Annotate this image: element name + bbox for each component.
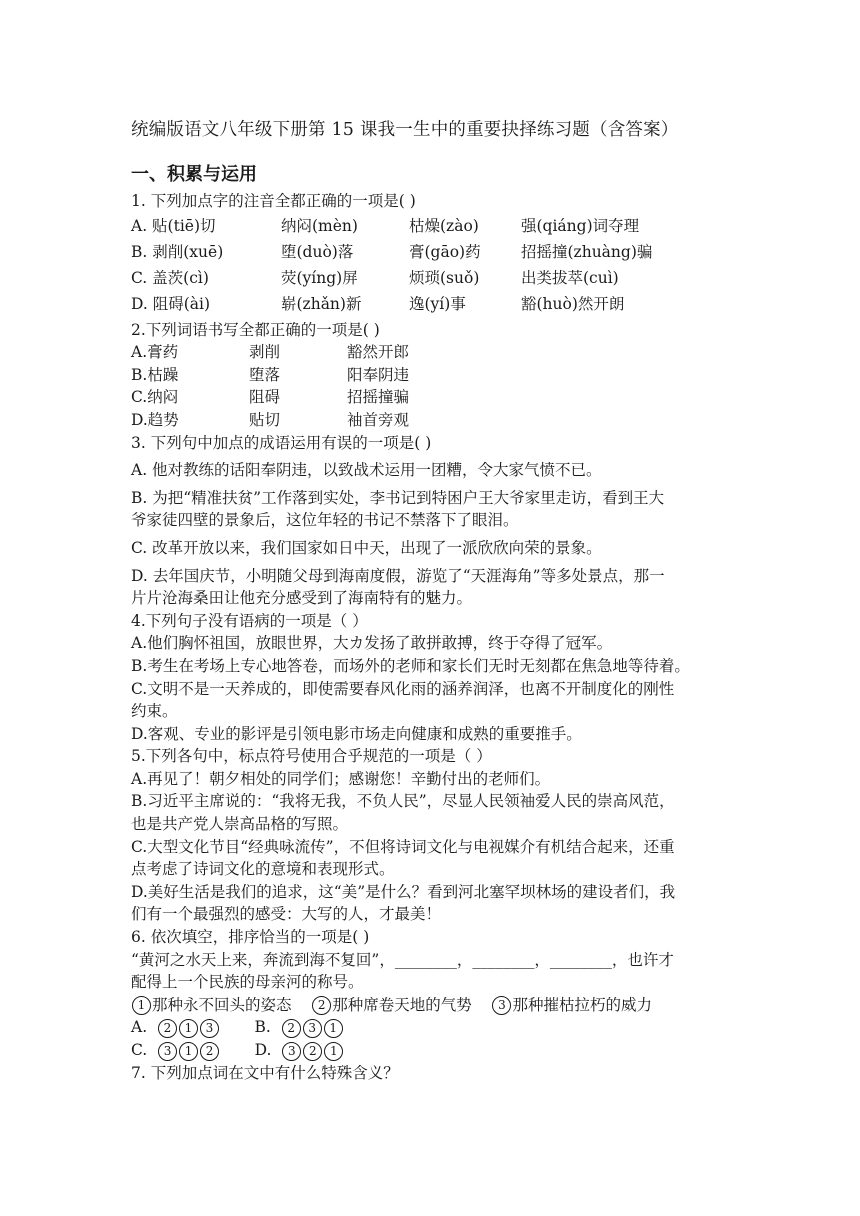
q5-option-d-line1: D.美好生活是我们的追求，这“美”是什么？看到河北塞罕坝林场的建设者们，我: [131, 882, 676, 901]
q1-option-row: [131, 267, 736, 289]
q6-answer-label: B.: [254, 1018, 271, 1037]
q2-option-cell: 招摇撞骗: [347, 388, 410, 407]
q2-option-row: [131, 364, 736, 387]
circled-numeral: 3: [200, 1019, 219, 1038]
q6-phrase-1: 那种永不回头的姿态: [152, 995, 292, 1014]
q2-option-cell: D.趋势: [131, 410, 179, 429]
q1-option-cell: 崭(zhǎn)新: [281, 294, 362, 313]
q1-option-cell: C. 盖茨(cì): [131, 268, 209, 287]
q5-option-c-line2: 点考虑了诗词文化的意境和表现形式。: [131, 860, 395, 879]
circled-numeral: 3: [303, 1019, 322, 1038]
q1-option-cell: 枯燥(zào): [409, 216, 479, 235]
document-title: 统编版语文八年级下册第 15 课我一生中的重要抉择练习题（含答案）: [131, 120, 679, 140]
q2-option-row: [131, 341, 736, 364]
q4-option-a: A.他们胸怀祖国，放眼世界，大カ发扬了敢拼敢搏，终于夺得了冠军。: [131, 634, 613, 653]
section-heading: 一、积累与运用: [131, 164, 257, 185]
q3-option-b-line1: B. 为把“精准扶贫”工作落到实处，李书记到特困户王大爷家里走访，看到王大: [131, 488, 665, 507]
q6-answer-label: D.: [254, 1041, 272, 1059]
q3-option-d-line1: D. 去年国庆节，小明随父母到海南度假，游览了“天涯海角”等多处景点，那一: [131, 566, 665, 585]
q1-option-cell: B. 剥削(xuē): [131, 242, 224, 261]
q1-option-cell: 逸(yí)事: [409, 294, 466, 313]
q6-phrases: [131, 994, 736, 1017]
q6-passage-line2: 配得上一个民族的母亲河的称号。: [131, 973, 364, 992]
q1-option-cell: 出类拔萃(cuì): [521, 268, 619, 287]
q2-option-cell: 袖首旁观: [347, 410, 410, 429]
q1-option-cell: 荧(yíng)屏: [281, 268, 358, 287]
q3-option-b-line2: 爷家徒四壁的景象后，这位年轻的书记不禁落下了眼泪。: [131, 511, 519, 530]
circled-numeral: 1: [179, 1042, 198, 1061]
circled-numeral: 1: [324, 1019, 343, 1038]
circled-numeral: 1: [179, 1019, 198, 1038]
q2-option-cell: 剥削: [249, 343, 281, 362]
q1-option-cell: 豁(huò)然开朗: [521, 294, 625, 313]
q2-option-row: [131, 409, 736, 432]
q1-option-cell: 纳闷(mèn): [281, 216, 358, 235]
circled-numeral: 2: [303, 1042, 322, 1061]
q6-stem: 6. 依次填空，排序恰当的一项是( ): [131, 928, 370, 947]
exercise-body: [131, 190, 736, 1084]
q2-option-cell: 阻碍: [249, 388, 281, 407]
q4-option-c-line1: C.文明不是一天养成的，即使需要春风化雨的涵养润泽，也离不开制度化的刚性: [131, 679, 675, 698]
q6-answer-label: C.: [131, 1041, 148, 1059]
q6-passage-line1: “黄河之水天上来，奔流到海不复回”，________，________，________，也许才: [131, 950, 674, 969]
q1-option-cell: 招摇撞(zhuàng)骗: [521, 242, 653, 261]
circled-numeral: 1: [324, 1042, 343, 1061]
q2-option-cell: B.枯躁: [131, 365, 179, 384]
circled-numeral: 2: [312, 996, 331, 1015]
q1-option-cell: 堕(duò)落: [281, 242, 354, 261]
q3-stem: 3. 下列句中加点的成语运用有误的一项是( ): [131, 433, 432, 452]
q5-option-d-line2: 们有一个最强烈的感受：大写的人，才最美！: [131, 905, 442, 924]
q1-stem: 1. 下列加点字的注音全都正确的一项是( ): [131, 192, 416, 210]
q1-option-row: [131, 215, 736, 237]
q1-option-cell: 强(qiáng)词夺理: [521, 216, 640, 235]
q3-option-c: C. 改革开放以来，我们国家如日中天，出现了一派欣欣向荣的景象。: [131, 538, 602, 557]
circled-numeral: 3: [492, 996, 511, 1015]
q4-stem: 4.下列句子没有语病的一项是（ ）: [131, 611, 368, 630]
q5-option-b-line1: B.习近平主席说的：“我将无我，不负人民”，尽显人民领袖爱人民的崇高风范，: [131, 792, 675, 811]
q2-option-row: [131, 386, 736, 409]
circled-numeral: 2: [282, 1019, 301, 1038]
q1-option-cell: 烦琐(suǒ): [409, 268, 480, 287]
q5-option-c-line1: C.大型文化节目“经典咏流传”，不但将诗词文化与电视媒介有机结合起来，还重: [131, 837, 675, 856]
q1-option-row: [131, 241, 736, 263]
q2-option-cell: C.纳闷: [131, 388, 179, 407]
q2-option-cell: 豁然开郎: [347, 343, 410, 362]
q6-phrase-3: 那种摧枯拉朽的威力: [512, 995, 652, 1014]
q6-answer-label: A.: [131, 1018, 148, 1037]
q6-answer-row-2: [131, 1039, 736, 1062]
q5-stem: 5.下列各句中，标点符号使用合乎规范的一项是（ ）: [131, 747, 492, 766]
q3-option-d-line2: 片片沧海桑田让他充分感受到了海南特有的魅力。: [131, 589, 473, 608]
circled-numeral: 2: [200, 1042, 219, 1061]
q2-option-cell: A.膏药: [131, 343, 179, 362]
q1-options: [131, 215, 736, 315]
q1-option-cell: 膏(gāo)药: [409, 242, 481, 261]
q6-phrase-2: 那种席卷天地的气势: [332, 995, 472, 1014]
circled-numeral: 3: [158, 1042, 177, 1061]
q1-option-cell: A. 贴(tiē)切: [131, 216, 216, 235]
q7-stem: 7. 下列加点词在文中有什么特殊含义？: [131, 1063, 399, 1082]
circled-numeral: 2: [158, 1019, 177, 1038]
q4-option-d: D.客观、专业的影评是引领电影市场走向健康和成熟的重要推手。: [131, 724, 582, 743]
q1-option-cell: D. 阻碍(ài): [131, 294, 211, 313]
q2-option-cell: 堕落: [249, 365, 281, 384]
q1-option-row: [131, 293, 736, 315]
q2-option-cell: 阳奉阴违: [347, 365, 410, 384]
q4-option-b: B.考生在考场上专心地答卷，而场外的老师和家长们无时无刻都在焦急地等待着。: [131, 656, 690, 675]
q2-stem: 2.下列词语书写全都正确的一项是( ): [131, 320, 380, 339]
q5-option-b-line2: 也是共产党人崇高品格的写照。: [131, 815, 349, 834]
q5-option-a: A.再见了！朝夕相处的同学们；感谢您！辛勤付出的老师们。: [131, 769, 551, 788]
q6-answer-row-1: [131, 1016, 736, 1039]
q3-option-a: A. 他对教练的话阳奉阴违，以致战术运用一团糟，令大家气愤不已。: [131, 461, 602, 480]
circled-numeral: 1: [132, 996, 151, 1015]
q2-option-cell: 贴切: [249, 410, 281, 429]
circled-numeral: 3: [282, 1042, 301, 1061]
q4-option-c-line2: 约束。: [131, 702, 178, 721]
